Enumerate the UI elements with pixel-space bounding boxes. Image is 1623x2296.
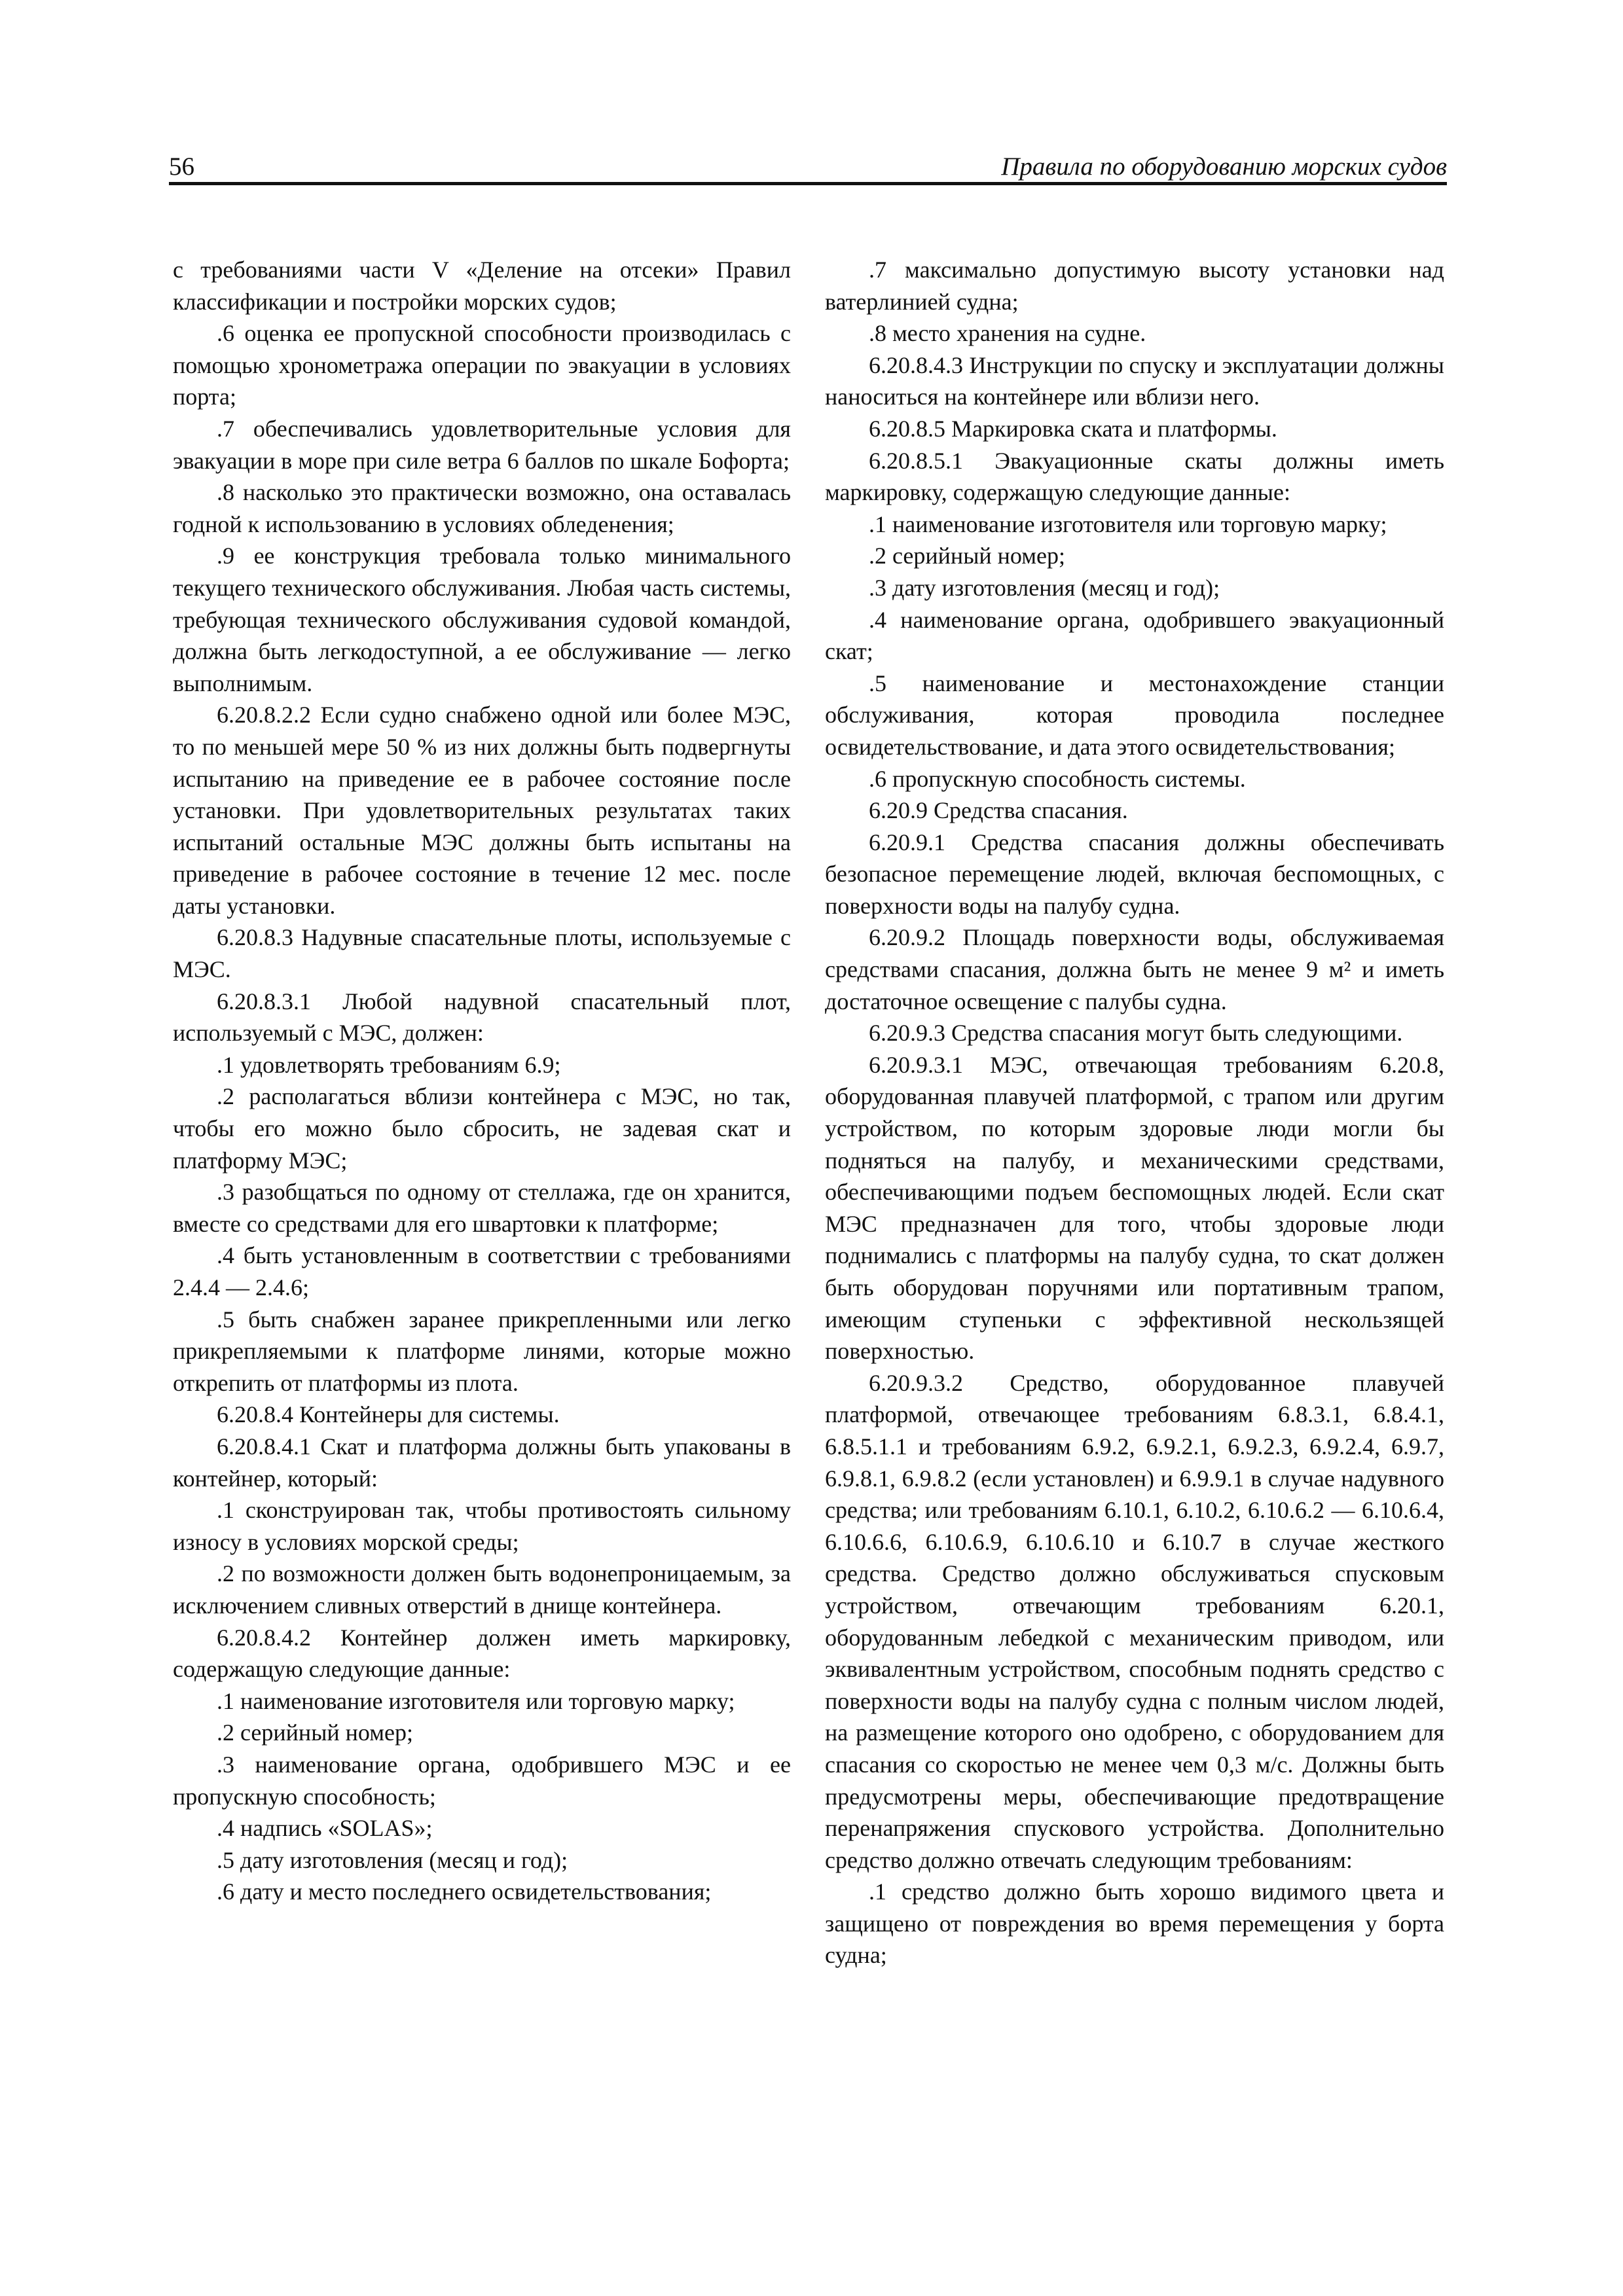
paragraph: .4 наименование органа, одобрившего эвакуационный скат; [825, 606, 1444, 665]
paragraph: .8 насколько это практически возможно, она оставалась годной к использованию в условиях обледенения; [173, 479, 791, 537]
paragraph: 6.20.8.3 Надувные спасательные плоты, используемые с МЭС. [173, 924, 791, 983]
paragraph: .1 сконструирован так, чтобы противостоять сильному износу в условиях морской среды; [173, 1497, 791, 1555]
paragraph: .4 быть установленным в соответствии с требованиями 2.4.4 — 2.4.6; [173, 1242, 791, 1300]
paragraph: .6 пропускную способность системы. [869, 765, 1246, 792]
paragraph: 6.20.8.4.3 Инструкции по спуску и эксплуатации должны наноситься на контейнере или вблизи него. [825, 351, 1444, 410]
paragraph: .2 по возможности должен быть водонепроницаемым, за исключением сливных отверстий в днище контейнера. [173, 1560, 791, 1619]
paragraph: .9 ее конструкция требовала только минимального текущего технического обслуживания. Любая часть системы, требующая технического обслуживания судовой командой, должна быть легкодоступной, а ее обслуживание — легко выполнимым. [173, 543, 791, 696]
paragraph: .8 место хранения на судне. [869, 320, 1146, 347]
paragraph: 6.20.9.3.1 МЭС, отвечающая требованиям 6.20.8, оборудованная плавучей платформой, с трапом или другим устройством, по которым здоровые люди могли бы подняться на палубу, и механическими средствами, обеспечивающими подъем беспомощных людей. Если скат МЭС предназначен для того, чтобы здоровые люди поднимались с платформы на палубу судна, то скат должен быть оборудован поручнями или портативным трапом, имеющим ступеньки с эффективной нескользящей поверхностью. [825, 1051, 1444, 1365]
paragraph: .5 наименование и местонахождение станции обслуживания, которая проводила последнее освидетельствование, и дата этого освидетельствования; [825, 670, 1444, 760]
left-column [173, 254, 791, 1908]
paragraph: .1 наименование изготовителя или торговую марку; [217, 1687, 735, 1714]
paragraph: .1 средство должно быть хорошо видимого цвета и защищено от повреждения во время перемещения у борта судна; [825, 1878, 1444, 1969]
paragraph: 6.20.8.4 Контейнеры для системы. [217, 1401, 560, 1428]
paragraph: .6 дату и место последнего освидетельствования; [217, 1878, 712, 1905]
paragraph: 6.20.9 Средства спасания. [869, 797, 1128, 824]
paragraph: .1 удовлетворять требованиям 6.9; [217, 1051, 561, 1078]
paragraph: .5 дату изготовления (месяц и год); [217, 1846, 568, 1873]
paragraph: 6.20.8.2.2 Если судно снабжено одной или более МЭС, то по меньшей мере 50 % из них должны быть подвергнуты испытанию на приведение ее в рабочее состояние после установки. При удовлетворительных результатах таких испытаний остальные МЭС должны быть испытаны на приведение в рабочее состояние в течение 12 мес. после даты установки. [173, 702, 791, 919]
paragraph: .7 максимально допустимую высоту установки над ватерлинией судна; [825, 257, 1444, 315]
paragraph: .1 наименование изготовителя или торговую марку; [869, 511, 1387, 537]
paragraph: .3 дату изготовления (месяц и год); [869, 574, 1220, 601]
paragraph: 6.20.8.5 Маркировка ската и платформы. [869, 415, 1277, 442]
paragraph: .2 серийный номер; [217, 1719, 413, 1746]
paragraph: 6.20.8.4.1 Скат и платформа должны быть упакованы в контейнер, который: [173, 1433, 791, 1492]
paragraph: 6.20.8.5.1 Эвакуационные скаты должны иметь маркировку, содержащую следующие данные: [825, 447, 1444, 506]
right-column [825, 254, 1444, 1971]
paragraph: .2 располагаться вблизи контейнера с МЭС, но так, чтобы его можно было сбросить, не задевая скат и платформу МЭС; [173, 1083, 791, 1174]
page-header [169, 148, 1447, 185]
paragraph: 6.20.8.4.2 Контейнер должен иметь маркировку, содержащую следующие данные: [173, 1624, 791, 1683]
paragraph: .5 быть снабжен заранее прикрепленными или легко прикрепляемыми к платформе линями, которые можно открепить от платформы из плота. [173, 1306, 791, 1396]
paragraph: 6.20.9.1 Средства спасания должны обеспечивать безопасное перемещение людей, включая беспомощных, с поверхности воды на палубу судна. [825, 829, 1444, 919]
paragraph: .3 разобщаться по одному от стеллажа, где он хранится, вместе со средствами для его швартовки к платформе; [173, 1179, 791, 1237]
page-number: 56 [169, 152, 194, 181]
paragraph: .3 наименование органа, одобрившего МЭС и ее пропускную способность; [173, 1751, 791, 1810]
paragraph: 6.20.8.3.1 Любой надувной спасательный плот, используемый с МЭС, должен: [173, 988, 791, 1047]
paragraph: 6.20.9.3.2 Средство, оборудованное плавучей платформой, отвечающее требованиям 6.8.3.1, 6.8.4.1, 6.8.5.1.1 и требованиям 6.9.2, 6.9.2.1, 6.9.2.3, 6.9.2.4, 6.9.7, 6.9.8.1, 6.9.8.2 (если установлен) и 6.9.9.1 в случае надувного средства; или требованиям 6.10.1, 6.10.2, 6.10.6.2 — 6.10.6.4, 6.10.6.6, 6.10.6.9, 6.10.6.10 и 6.10.7 в случае жесткого средства. Средство должно обслуживаться спусковым устройством, отвечающим требованиям 6.20.1, оборудованным лебедкой с механическим приводом, или эквивалентным устройством, способным поднять средство с поверхности воды на палубу судна с полным числом людей, на размещение которого оно одобрено, с оборудованием для спасания со скоростью не менее чем 0,3 м/с. Должны быть предусмотрены меры, обеспечивающие предотвращение перенапряжения спускового устройства. Дополнительно средство должно отвечать следующим требованиям: [825, 1369, 1444, 1873]
paragraph: .4 надпись «SOLAS»; [217, 1815, 433, 1842]
paragraph: .2 серийный номер; [869, 543, 1065, 569]
running-title: Правила по оборудованию морских судов [1001, 152, 1447, 181]
paragraph: 6.20.9.3 Средства спасания могут быть следующими. [869, 1020, 1403, 1047]
paragraph: с требованиями части V «Деление на отсеки» Правил классификации и постройки морских судов; [173, 257, 791, 315]
paragraph: .6 оценка ее пропускной способности производилась с помощью хронометража операции по эвакуации в условиях порта; [173, 320, 791, 410]
paragraph: 6.20.9.2 Площадь поверхности воды, обслуживаемая средствами спасания, должна быть не менее 9 м² и иметь достаточное освещение с палубы судна. [825, 924, 1444, 1014]
paragraph: .7 обеспечивались удовлетворительные условия для эвакуации в море при силе ветра 6 баллов по шкале Бофорта; [173, 415, 791, 474]
